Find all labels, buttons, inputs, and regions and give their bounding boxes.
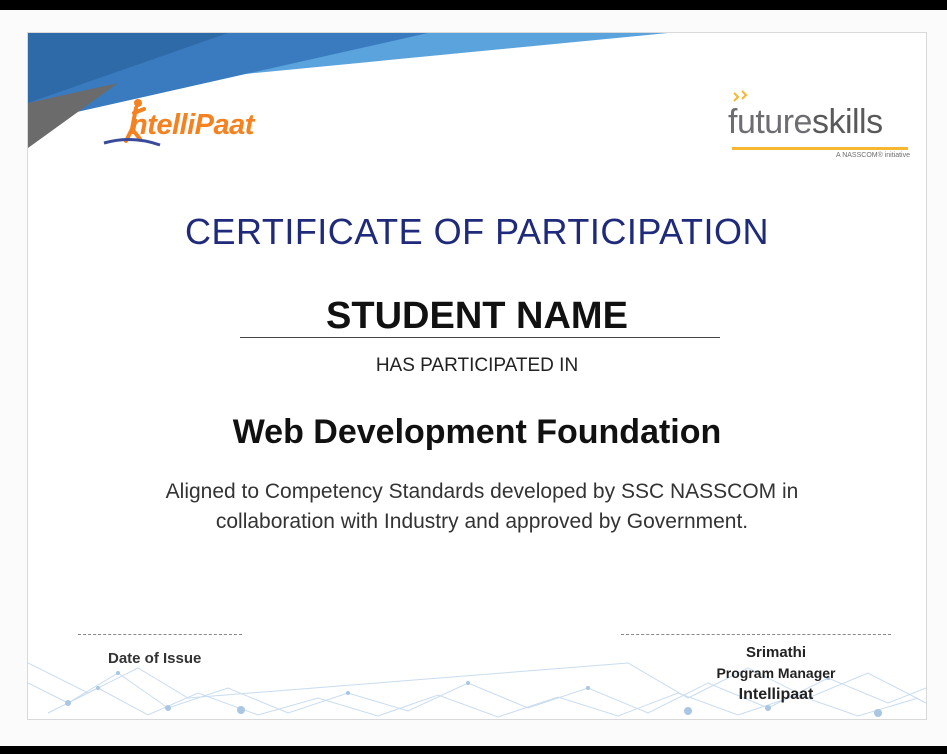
alignment-statement [88, 477, 876, 537]
intellipaat-logo [102, 95, 292, 155]
course-name: Web Development Foundation [232, 413, 722, 451]
futureskills-tagline: A NASSCOM® initiative [835, 152, 910, 159]
signatory-signature-line [621, 634, 891, 635]
intellipaat-wordmark: ntelliPaat [130, 109, 254, 141]
date-of-issue-label: Date of Issue [108, 650, 202, 667]
screenshot-frame [0, 10, 947, 746]
participated-text: HAS PARTICIPATED IN [375, 355, 579, 376]
date-signature-line [78, 634, 242, 635]
futureskills-underline [732, 147, 908, 150]
alignment-line-2: collaboration with Industry and approved by Government. [215, 510, 749, 533]
futureskills-wordmark-light: future [728, 103, 812, 141]
student-name-underline [240, 337, 720, 338]
futureskills-wordmark [728, 103, 883, 142]
signatory-organization: Intellipaat [738, 686, 814, 703]
student-name: STUDENT NAME [326, 295, 628, 337]
futureskills-logo [728, 89, 918, 169]
signatory-role: Program Manager [716, 665, 836, 681]
alignment-line-1: Aligned to Competency Standards developed by SSC NASSCOM in [165, 480, 799, 503]
signatory-name: Srimathi [745, 644, 806, 661]
futureskills-wordmark-bold: skills [811, 103, 883, 141]
signatory-block [668, 643, 884, 707]
certificate-title: CERTIFICATE OF PARTICIPATION [184, 211, 770, 252]
certificate [27, 32, 927, 720]
